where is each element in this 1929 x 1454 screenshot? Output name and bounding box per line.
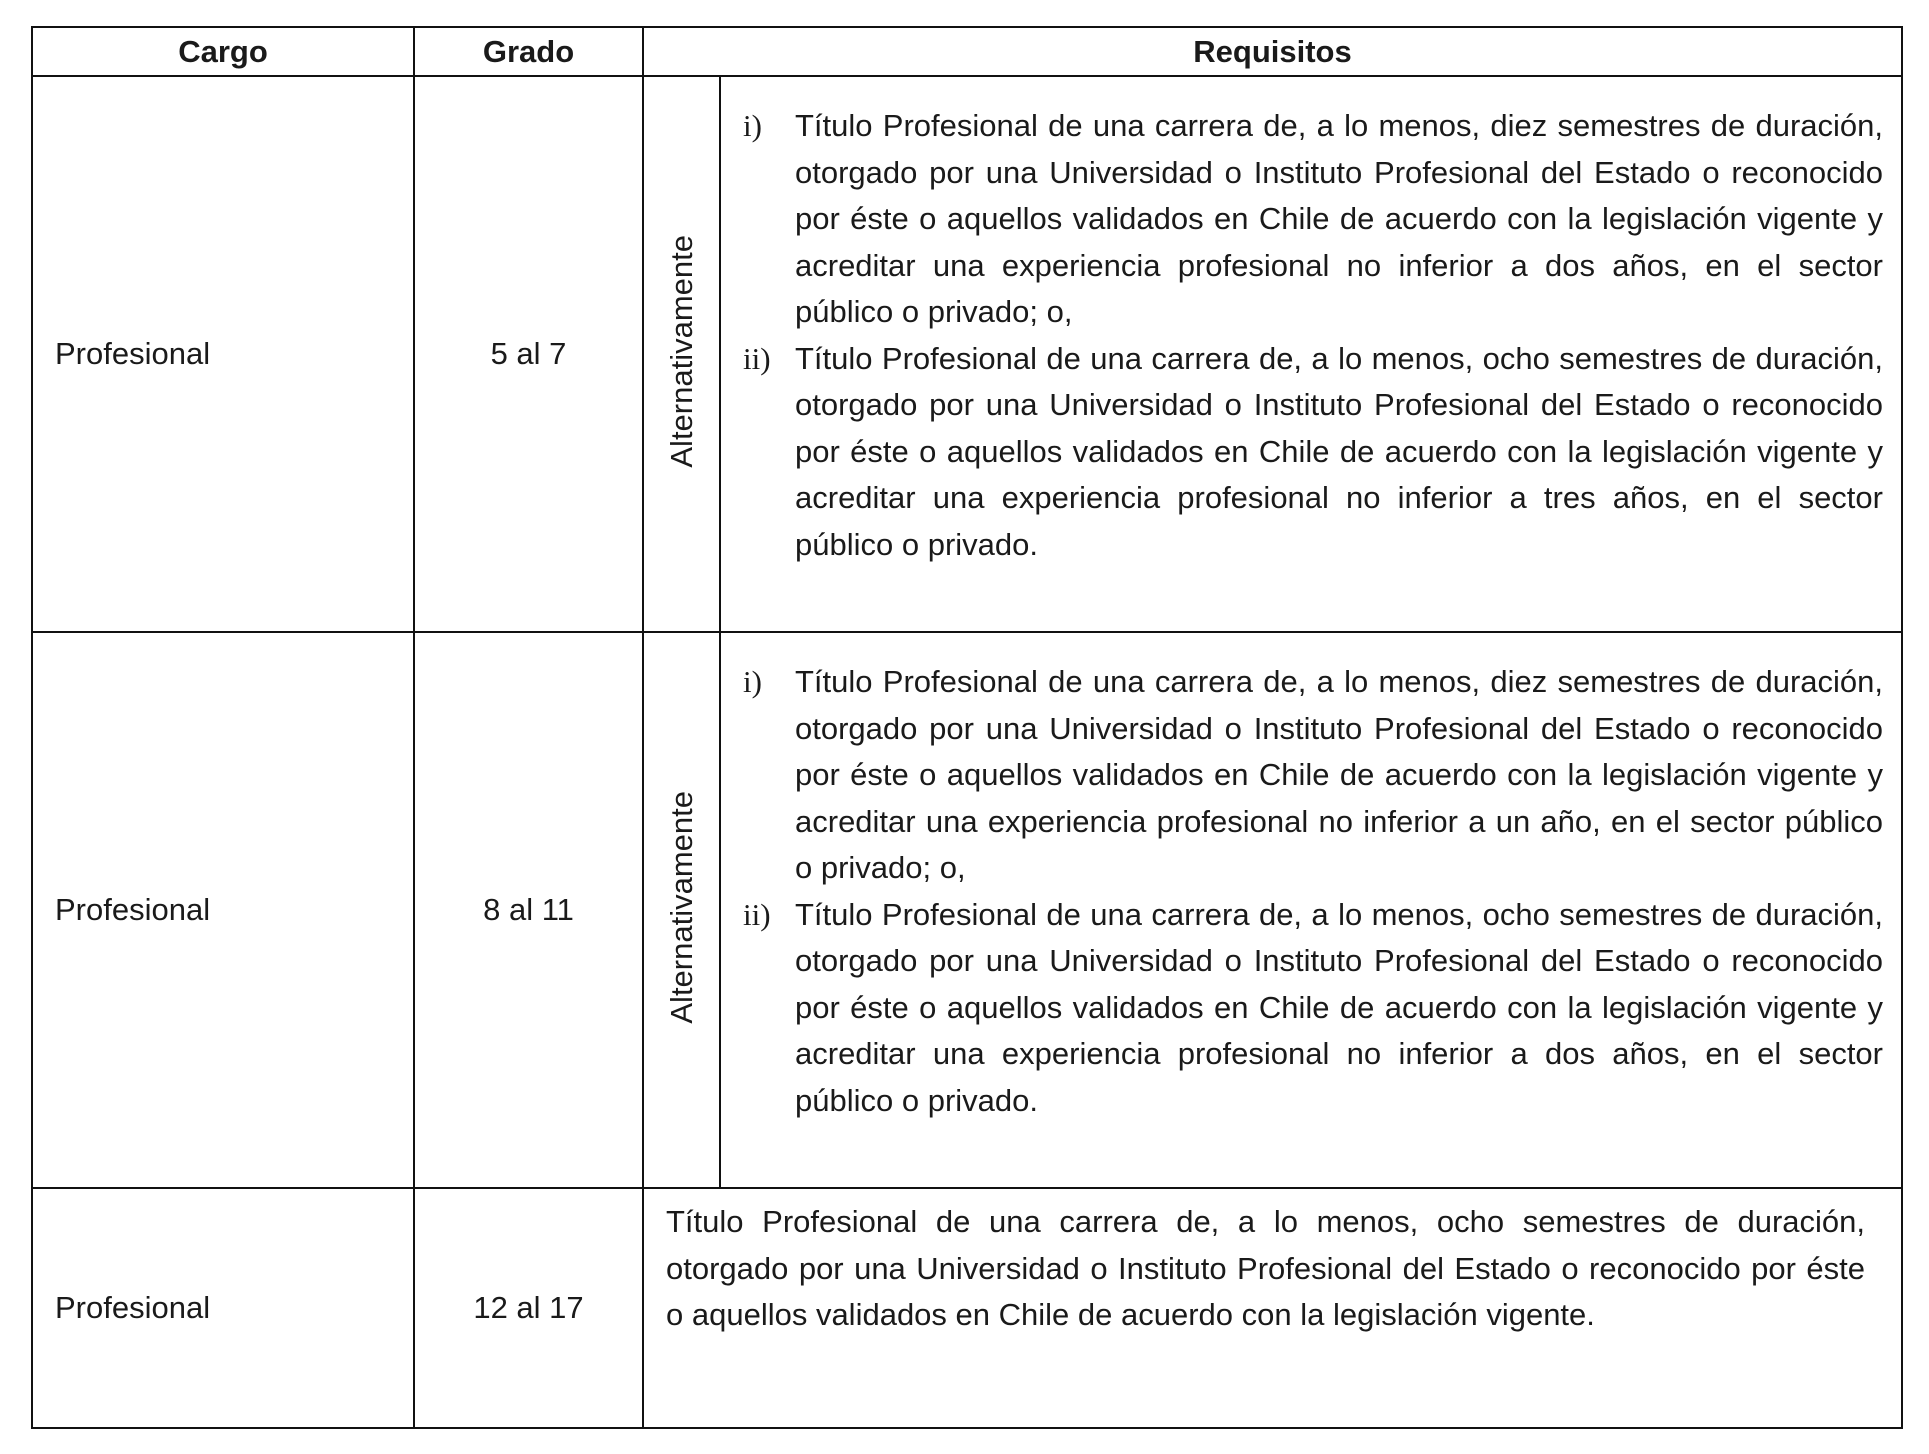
requirement-list bbox=[721, 77, 1901, 594]
requirement-text: Título Profesional de una carrera de, a lo menos, ocho semestres de duración, otorgado por una Universidad o Instituto Profesional del Estado o reconocido por éste o aquellos validados en Chile de acuerdo con la legislación vigente y acreditar una experiencia profesional no inferior a dos años, en el sector público o privado. bbox=[795, 896, 1883, 1118]
cargo-cell: Profesional bbox=[32, 632, 414, 1188]
cargo-cell: Profesional bbox=[32, 1188, 414, 1428]
requirement-item bbox=[743, 336, 1883, 569]
grado-cell: 8 al 11 bbox=[414, 632, 643, 1188]
requisitos-cell bbox=[720, 632, 1902, 1188]
grado-cell: 12 al 17 bbox=[414, 1188, 643, 1428]
alternative-label: Alternativamente bbox=[663, 791, 699, 1024]
header-grado: Grado bbox=[414, 27, 643, 76]
requirement-item bbox=[743, 103, 1883, 336]
requirement-text: Título Profesional de una carrera de, a lo menos, diez semestres de duración, otorgado por una Universidad o Instituto Profesional del Estado o reconocido por éste o aquellos validados en Chile de acuerdo con la legislación vigente y acreditar una experiencia profesional no inferior a dos años, en el sector público o privado; o, bbox=[795, 108, 1883, 329]
header-row bbox=[32, 27, 1902, 76]
header-cargo: Cargo bbox=[32, 27, 414, 76]
requirement-number: ii) bbox=[743, 896, 771, 932]
alternative-label-cell bbox=[643, 76, 720, 632]
table-row bbox=[32, 632, 1902, 1188]
requirement-text: Título Profesional de una carrera de, a lo menos, diez semestres de duración, otorgado por una Universidad o Instituto Profesional del Estado o reconocido por éste o aquellos validados en Chile de acuerdo con la legislación vigente y acreditar una experiencia profesional no inferior a un año, en el sector público o privado; o, bbox=[795, 664, 1883, 885]
alternative-label-cell bbox=[643, 632, 720, 1188]
alternative-label: Alternativamente bbox=[663, 235, 699, 468]
header-requisitos: Requisitos bbox=[643, 27, 1902, 76]
table-row bbox=[32, 76, 1902, 632]
requirement-text: Título Profesional de una carrera de, a lo menos, ocho semestres de duración, otorgado por una Universidad o Instituto Profesional del Estado o reconocido por éste o aquellos validados en Chile de acuerdo con la legislación vigente. bbox=[666, 1204, 1865, 1332]
requirement-number: i) bbox=[743, 664, 762, 699]
requirement-item bbox=[743, 659, 1883, 892]
table-row bbox=[32, 1188, 1902, 1428]
requirement-number: i) bbox=[743, 108, 762, 143]
requirement-text: Título Profesional de una carrera de, a lo menos, ocho semestres de duración, otorgado por una Universidad o Instituto Profesional del Estado o reconocido por éste o aquellos validados en Chile de acuerdo con la legislación vigente y acreditar una experiencia profesional no inferior a tres años, en el sector público o privado. bbox=[795, 340, 1883, 562]
cargo-cell: Profesional bbox=[32, 76, 414, 632]
requirement-list bbox=[721, 633, 1901, 1150]
requirement-number: ii) bbox=[743, 340, 771, 376]
requisitos-cell bbox=[643, 1188, 1902, 1428]
requisitos-cell bbox=[720, 76, 1902, 632]
requirements-table bbox=[31, 26, 1903, 1429]
requirement-item bbox=[743, 892, 1883, 1125]
grado-cell: 5 al 7 bbox=[414, 76, 643, 632]
